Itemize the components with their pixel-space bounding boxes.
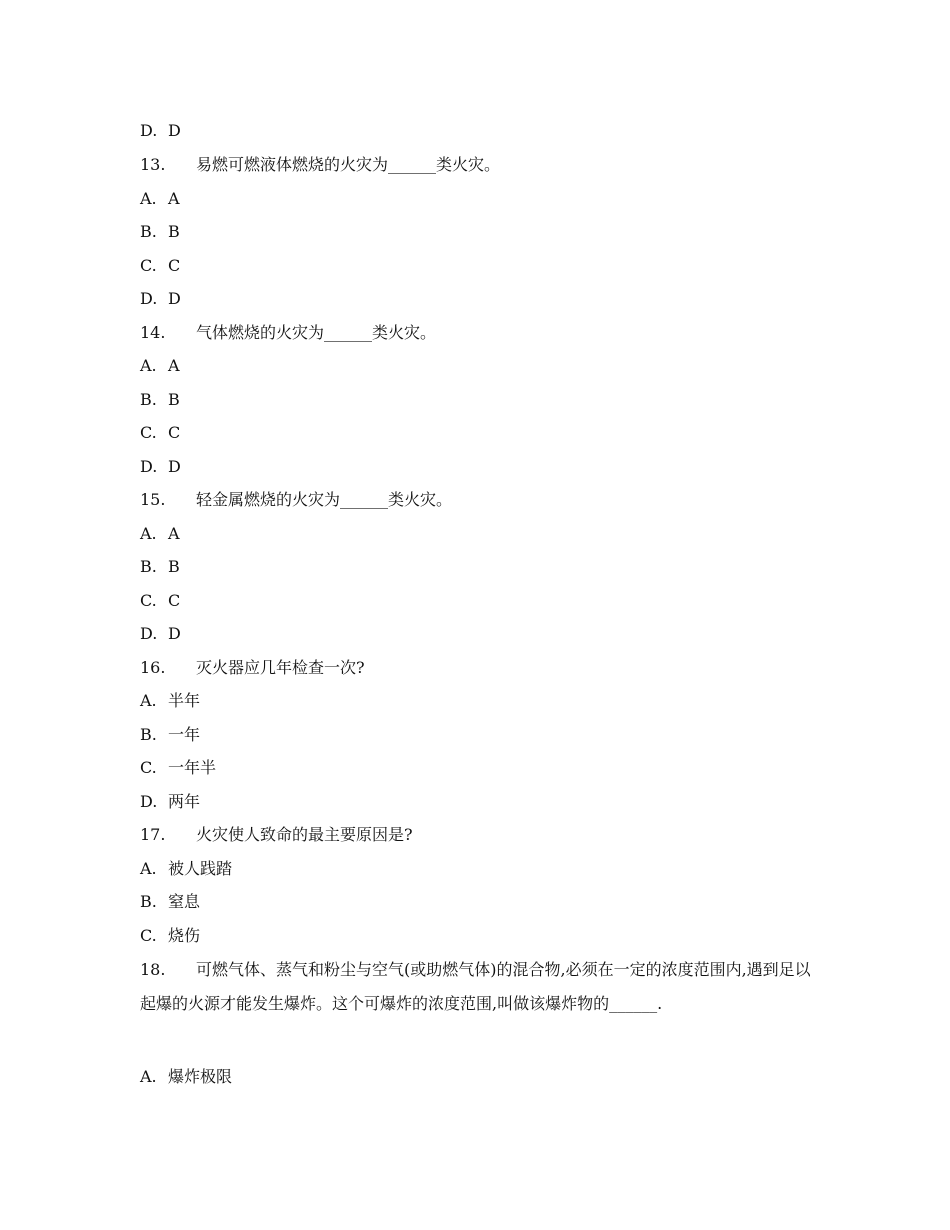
option-letter: C. — [140, 758, 157, 777]
option-text: 爆炸极限 — [168, 1067, 233, 1086]
option-text: C — [168, 256, 181, 275]
option-line — [140, 356, 180, 376]
option-letter: B. — [140, 892, 157, 911]
option-text: D — [168, 624, 181, 643]
option-text: 两年 — [168, 792, 201, 811]
question-line — [140, 323, 436, 343]
question-text: 火灾使人致命的最主要原因是? — [196, 825, 413, 844]
option-letter: C. — [140, 256, 157, 275]
option-text: B — [168, 390, 180, 409]
option-line — [140, 892, 200, 912]
option-text: 烧伤 — [168, 926, 201, 945]
option-text: D — [168, 457, 181, 476]
option-letter: C. — [140, 926, 157, 945]
option-line — [140, 222, 180, 242]
option-text: 一年 — [168, 725, 201, 744]
option-letter: C. — [140, 591, 157, 610]
option-text: 窒息 — [168, 892, 201, 911]
option-letter: C. — [140, 423, 157, 442]
question-text: 易燃可燃液体燃烧的火灾为______类火灾。 — [196, 155, 501, 174]
question-number: 17. — [140, 825, 166, 844]
option-line — [140, 390, 180, 410]
option-letter: D. — [140, 289, 158, 308]
question-18-paragraph — [140, 953, 816, 1020]
question-text: 可燃气体、蒸气和粉尘与空气(或助燃气体)的混合物,必须在一定的浓度范围内,遇到足以起爆的火源才能发生爆炸。这个可爆炸的浓度范围,叫做该爆炸物的______. — [140, 960, 811, 1013]
question-line — [140, 825, 413, 845]
option-line — [140, 859, 232, 879]
option-line — [140, 758, 216, 778]
option-letter: A. — [140, 356, 157, 375]
option-text: D — [168, 289, 181, 308]
option-letter: D. — [140, 121, 158, 140]
option-text: B — [168, 557, 180, 576]
option-line — [140, 524, 180, 544]
option-letter: D. — [140, 457, 158, 476]
option-line — [140, 121, 181, 141]
option-line — [140, 289, 181, 309]
option-line — [140, 624, 181, 644]
option-text: C — [168, 423, 181, 442]
option-letter: B. — [140, 222, 157, 241]
option-text: 被人践踏 — [168, 859, 233, 878]
question-text: 灭火器应几年检查一次? — [196, 658, 365, 677]
option-line — [140, 457, 181, 477]
option-line — [140, 792, 200, 812]
option-letter: B. — [140, 725, 157, 744]
option-letter: D. — [140, 624, 158, 643]
option-line — [140, 189, 180, 209]
option-letter: D. — [140, 792, 158, 811]
option-text: C — [168, 591, 181, 610]
option-line — [140, 591, 180, 611]
option-letter: B. — [140, 557, 157, 576]
option-line — [140, 926, 200, 946]
option-text: B — [168, 222, 180, 241]
question-number: 16. — [140, 658, 166, 677]
option-letter: A. — [140, 1067, 157, 1086]
option-letter: B. — [140, 390, 157, 409]
question-number: 13. — [140, 155, 166, 174]
option-letter: A. — [140, 189, 157, 208]
option-line — [140, 1067, 232, 1087]
option-line — [140, 725, 200, 745]
option-text: 半年 — [168, 691, 201, 710]
question-number: 14. — [140, 323, 166, 342]
option-text: D — [168, 121, 181, 140]
option-line — [140, 256, 180, 276]
question-line — [140, 658, 365, 678]
question-text: 轻金属燃烧的火灾为______类火灾。 — [196, 490, 453, 509]
option-letter: A. — [140, 691, 157, 710]
option-text: A — [168, 356, 180, 375]
question-number: 18. — [140, 960, 166, 979]
option-line — [140, 423, 180, 443]
question-number: 15. — [140, 490, 166, 509]
question-text: 气体燃烧的火灾为______类火灾。 — [196, 323, 437, 342]
option-letter: A. — [140, 859, 157, 878]
option-text: A — [168, 189, 180, 208]
option-text: A — [168, 524, 180, 543]
option-line — [140, 691, 200, 711]
option-letter: A. — [140, 524, 157, 543]
option-text: 一年半 — [168, 758, 217, 777]
option-line — [140, 557, 180, 577]
question-line — [140, 155, 500, 175]
question-line — [140, 490, 452, 510]
